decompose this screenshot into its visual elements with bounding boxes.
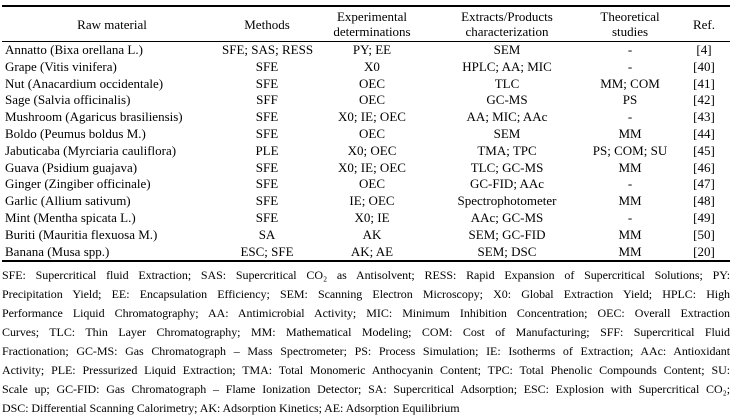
- extracts-characterization-cell: TLC: [494, 75, 520, 91]
- table-row: [2, 244, 730, 262]
- ref-cell: [42]: [693, 92, 715, 108]
- experimental-determinations-cell: X0; IE; OEC: [338, 109, 406, 125]
- extracts-characterization-cell: AA; MIC; AAc: [466, 109, 548, 125]
- footnote-line: DSC: Differential Scanning Calorimetry; AK: Adsorption Kinetics; AE: Adsorption Equilibrium: [2, 401, 460, 416]
- ref-cell: [41]: [693, 75, 715, 91]
- table-row: [2, 59, 730, 76]
- column-header-extracts-characterization: Extracts/Products characterization: [432, 6, 582, 42]
- experimental-determinations-cell: X0: [364, 58, 380, 74]
- paper-page: [0, 5, 732, 418]
- table-header-row: [2, 6, 730, 42]
- literature-review-table: [2, 5, 730, 262]
- theoretical-studies-cell: MM: [618, 243, 642, 259]
- methods-cell: SFE; SAS; RESS: [222, 42, 314, 57]
- footnote-line: Precipitation Yield; EE: Encapsulation Efficiency; SEM: Scanning Electron Microscopy; X0: Global Extraction Yield; HPLC: High: [2, 287, 730, 302]
- table-row: [2, 160, 730, 177]
- ref-cell: [46]: [693, 159, 715, 175]
- raw-material-cell: Sage (Salvia officinalis): [5, 92, 131, 108]
- raw-material-cell: Grape (Vitis vinifera): [5, 58, 117, 74]
- raw-material-cell: Nut (Anacardium occidentale): [5, 75, 164, 91]
- theoretical-studies-cell: PS: [622, 92, 638, 108]
- ref-cell: [48]: [693, 193, 715, 209]
- theoretical-studies-cell: MM: [618, 125, 642, 141]
- table-row: [2, 126, 730, 143]
- extracts-characterization-cell: Spectrophotometer: [457, 193, 557, 209]
- table-body: [2, 42, 730, 262]
- raw-material-cell: Mint (Mentha spicata L.): [5, 209, 136, 225]
- methods-cell: SFF: [256, 92, 278, 108]
- column-header-experimental-determinations: Experimental determinations: [312, 6, 432, 42]
- table-row: [2, 92, 730, 109]
- table-row: [2, 143, 730, 160]
- extracts-characterization-cell: SEM; GC-FID: [468, 226, 546, 242]
- raw-material-cell: Buriti (Mauritia flexuosa M.): [5, 226, 158, 242]
- methods-cell: SFE: [255, 176, 279, 192]
- ref-cell: [50]: [693, 226, 715, 242]
- raw-material-cell: Garlic (Allium sativum): [5, 193, 131, 209]
- theoretical-studies-cell: -: [627, 109, 633, 125]
- ref-cell: [20]: [693, 243, 715, 259]
- table-row: [2, 210, 730, 227]
- theoretical-studies-cell: MM; COM: [600, 75, 660, 91]
- table-row: [2, 76, 730, 93]
- raw-material-cell: Guava (Psidium guajava): [5, 159, 138, 175]
- raw-material-cell: Jabuticaba (Myrciaria cauliflora): [5, 142, 177, 158]
- experimental-determinations-cell: X0; OEC: [347, 142, 397, 158]
- extracts-characterization-cell: GC-FID; AAc: [469, 176, 545, 192]
- experimental-determinations-cell: OEC: [359, 176, 385, 192]
- theoretical-studies-cell: -: [627, 209, 633, 225]
- methods-cell: SFE: [255, 75, 279, 91]
- experimental-determinations-cell: X0; IE: [354, 209, 390, 225]
- experimental-determinations-cell: AK: [362, 226, 382, 242]
- extracts-characterization-cell: SEM; DSC: [477, 243, 537, 259]
- column-header-raw-material: Raw material: [2, 6, 222, 42]
- table-row: [2, 109, 730, 126]
- ref-cell: [40]: [693, 58, 715, 74]
- ref-cell: [47]: [693, 176, 715, 192]
- methods-cell: SFE: [255, 193, 279, 209]
- raw-material-cell: Boldo (Peumus boldus M.): [5, 125, 146, 141]
- raw-material-cell: Ginger (Zingiber officinale): [5, 176, 151, 192]
- theoretical-studies-cell: -: [627, 58, 633, 74]
- footnote-line: Fractionation; GC-MS: Gas Chromatograph – Mass Spectrometer; PS: Process Simulation; IE: Isotherms of Extraction; AAc: Antioxidant: [2, 344, 730, 359]
- methods-cell: ESC; SFE: [240, 243, 294, 259]
- table-row: [2, 193, 730, 210]
- ref-cell: [44]: [693, 125, 715, 141]
- theoretical-studies-cell: PS; COM; SU: [592, 142, 668, 158]
- extracts-characterization-cell: GC-MS: [486, 92, 528, 108]
- column-header-theoretical-studies: Theoretical studies: [582, 6, 678, 42]
- methods-cell: SA: [258, 226, 276, 242]
- theoretical-studies-cell: MM: [618, 226, 642, 242]
- methods-cell: PLE: [255, 142, 279, 158]
- raw-material-cell: Mushroom (Agaricus brasiliensis): [5, 109, 183, 125]
- extracts-characterization-cell: SEM: [493, 42, 521, 57]
- footnote-line: SFE: Supercritical fluid Extraction; SAS: Supercritical CO₂ as Antisolvent; RESS: Rapid Expansion of Supercritical Solutions; PY:: [2, 268, 730, 283]
- experimental-determinations-cell: PY; EE: [352, 42, 392, 57]
- table-header: [2, 6, 730, 42]
- methods-cell: SFE: [255, 209, 279, 225]
- footnote-line: Performance Liquid Chromatography; AA: Antimicrobial Activity; MIC: Minimum Inhibition Concentration; OEC: Overall Extraction: [2, 306, 730, 321]
- extracts-characterization-cell: SEM: [493, 125, 521, 141]
- experimental-determinations-cell: OEC: [359, 75, 385, 91]
- methods-cell: SFE: [255, 159, 279, 175]
- raw-material-cell: Annatto (Bixa orellana L.): [5, 42, 143, 57]
- footnote-line: Scale up; GC-FID: Gas Chromatograph – Flame Ionization Detector; SA: Supercritical Adsorption; ESC: Explosion with Supercritical CO₂;: [2, 382, 730, 397]
- extracts-characterization-cell: TLC; GC-MS: [470, 159, 544, 175]
- theoretical-studies-cell: MM: [618, 159, 642, 175]
- theoretical-studies-cell: MM: [618, 193, 642, 209]
- experimental-determinations-cell: OEC: [359, 92, 385, 108]
- column-header-ref: Ref.: [678, 6, 730, 42]
- table-row: [2, 176, 730, 193]
- table-row: [2, 42, 730, 59]
- ref-cell: [43]: [693, 109, 715, 125]
- theoretical-studies-cell: -: [627, 176, 633, 192]
- experimental-determinations-cell: AK; AE: [350, 243, 394, 259]
- extracts-characterization-cell: TMA; TPC: [477, 142, 537, 158]
- extracts-characterization-cell: HPLC; AA; MIC: [462, 58, 552, 74]
- footnote-line: Activity; PLE: Pressurized Liquid Extraction; TMA: Total Monomeric Anthocyanin Content; TPC: Total Phenolic Compounds Content; SU:: [2, 363, 730, 378]
- footnote-line: Curves; TLC: Thin Layer Chromatography; MM: Mathematical Modeling; COM: Cost of Manufacturing; SFF: Supercritical Fluid: [2, 325, 730, 340]
- experimental-determinations-cell: X0; IE; OEC: [338, 159, 406, 175]
- raw-material-cell: Banana (Musa spp.): [5, 243, 110, 259]
- methods-cell: SFE: [255, 109, 279, 125]
- abbreviations-footnote: [2, 266, 730, 418]
- table-row: [2, 227, 730, 244]
- theoretical-studies-cell: -: [627, 42, 633, 57]
- column-header-methods: Methods: [222, 6, 312, 42]
- ref-cell: [45]: [693, 142, 715, 158]
- experimental-determinations-cell: OEC: [359, 125, 385, 141]
- ref-cell: [49]: [693, 209, 715, 225]
- experimental-determinations-cell: IE; OEC: [349, 193, 395, 209]
- extracts-characterization-cell: AAc; GC-MS: [470, 209, 544, 225]
- methods-cell: SFE: [255, 58, 279, 74]
- ref-cell: [4]: [696, 42, 712, 57]
- methods-cell: SFE: [255, 125, 279, 141]
